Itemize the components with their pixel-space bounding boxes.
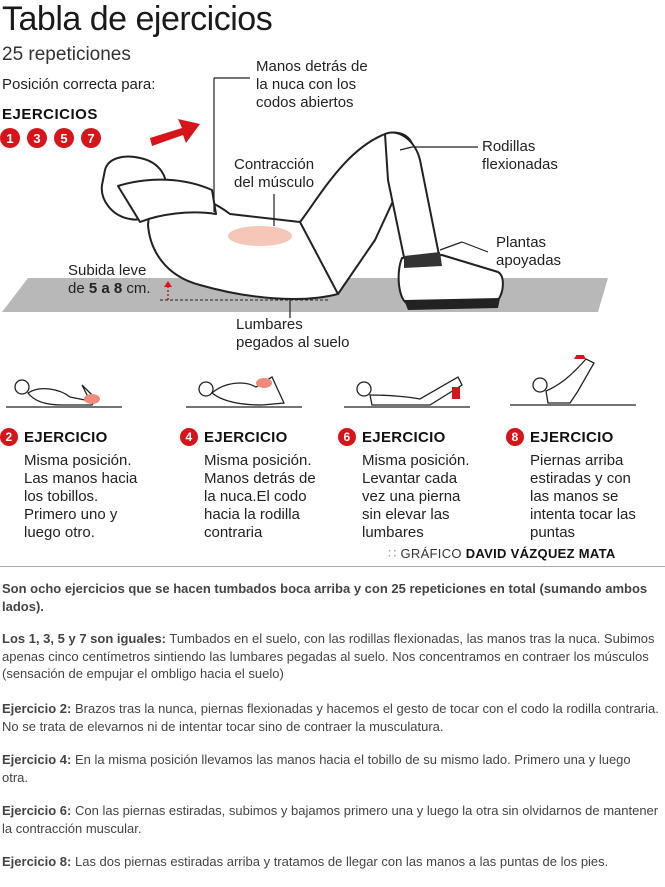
figure-ex4 <box>186 377 302 407</box>
callout-lumbar: Lumbares pegados al suelo <box>236 316 350 351</box>
muscle-glow <box>228 226 292 246</box>
callout-hands: Manos detrás de la nuca con los codos abiertos <box>256 58 368 111</box>
article-intro: Son ocho ejercicios que se hacen tumbados boca arriba y con 25 repeticiones en total (sumando ambos lados). <box>2 581 648 614</box>
position-text: Posición correcta para: <box>2 76 156 93</box>
figure-ex6 <box>344 377 470 407</box>
article-item: Los 1, 3, 5 y 7 son iguales: Tumbados en el suelo, con las rodillas flexionadas, las manos tras la nuca. Subimos apenas cinco centímetros sintiendo las lumbares pegadas al suelo. Nos concentramos en contraer los músculos (sensación de empujar el ombligo hacia el suelo) <box>2 631 655 681</box>
dots-icon: ∷ <box>388 546 401 561</box>
exercises-label: EJERCICIOS <box>2 106 98 123</box>
exercise-2: 2 EJERCICIO Misma posición. Las manos hacia los tobillos. Primero uno y luego otro. <box>0 428 160 542</box>
page-title: Tabla de ejercicios <box>2 0 273 38</box>
article-item: Ejercicio 2: Brazos tras la nunca, piernas flexionadas y hacemos el gesto de tocar con el codo la rodilla contraria. No se trata de elevarnos ni de intentar tocar sino de contraer la musculatura. <box>2 701 659 734</box>
callout-feet: Plantas apoyadas <box>496 234 562 269</box>
callout-knees: Rodillas flexionadas <box>482 138 558 173</box>
shoe-sole <box>404 298 500 310</box>
callout-rise: Subida leve de 5 a 8 cm. <box>68 262 151 297</box>
callout-contraction: Contracción del músculo <box>234 156 315 191</box>
red-arrow-icon <box>150 119 200 146</box>
exercise-6: 6 EJERCICIO Misma posición. Levantar cada vez una pierna sin elevar las lumbares <box>338 428 498 542</box>
figure-ex8 <box>510 355 636 405</box>
divider <box>0 566 665 567</box>
article-item: Ejercicio 4: En la misma posición llevamos las manos hacia el tobillo de su mismo lado. Primero una y luego otra. <box>2 752 631 785</box>
page-subtitle: 25 repeticiones <box>2 44 131 65</box>
exercise-badge: 7 <box>81 128 101 148</box>
article-item: Ejercicio 8: Las dos piernas estiradas arriba y tratamos de llegar con las manos a las puntas de los pies. <box>2 854 609 869</box>
figure-ex2 <box>6 380 122 407</box>
crunch-illustration <box>0 0 665 360</box>
graphic-credit: ∷ GRÁFICO DAVID VÁZQUEZ MATA <box>388 546 616 561</box>
exercise-badge: 5 <box>54 128 74 148</box>
exercise-badge: 3 <box>27 128 47 148</box>
exercise-badge: 1 <box>0 128 20 148</box>
shin-shape <box>385 132 440 262</box>
exercise-4: 4 EJERCICIO Misma posición. Manos detrás de la nuca.El codo hacia la rodilla contraria <box>180 428 340 542</box>
article-item: Ejercicio 6: Con las piernas estiradas, subimos y bajamos primero una y luego la otra sin olvidarnos de mantener la contracción muscular. <box>2 803 659 836</box>
exercise-8: 8 EJERCICIO Piernas arriba estiradas y con las manos se intenta tocar las puntas <box>506 428 664 542</box>
exercise-thumbnails <box>0 355 665 415</box>
